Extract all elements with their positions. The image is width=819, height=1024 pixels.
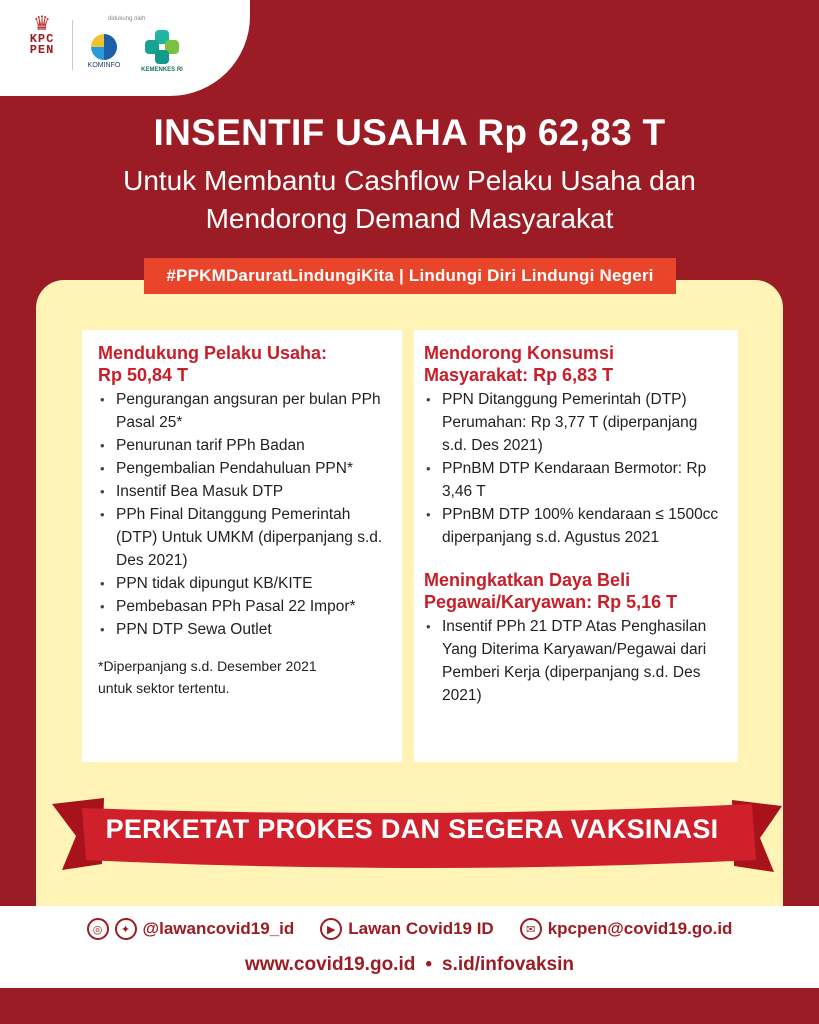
youtube-item[interactable] [320, 918, 493, 940]
footnote-line-1: *Diperpanjang s.d. Desember 2021 [98, 658, 317, 674]
purchasing-power-heading-line-1: Meningkatkan Daya Beli [424, 570, 631, 590]
url-separator: • [425, 954, 432, 975]
business-support-heading [98, 342, 388, 386]
list-item: • PPN tidak dipungut KB/KITE [98, 572, 388, 595]
list-item: • Pengurangan angsuran per bulan PPh Pasal 25* [98, 388, 388, 434]
footnote [98, 655, 388, 699]
list-item: • Insentif Bea Masuk DTP [98, 480, 388, 503]
social-row [0, 918, 819, 940]
business-support-card [82, 330, 402, 762]
purchasing-power-list [424, 615, 724, 707]
kominfo-label: KOMINFO [87, 62, 121, 69]
consumption-card [414, 330, 738, 762]
logo-divider [72, 20, 73, 70]
consumption-list [424, 388, 724, 549]
kominfo-logo [84, 34, 124, 69]
purchasing-power-heading [424, 569, 724, 613]
list-item: • PPnBM DTP Kendaraan Bermotor: Rp 3,46 T [424, 457, 724, 503]
list-item: • Penurunan tarif PPh Badan [98, 434, 388, 457]
hashtag-bar: #PPKMDaruratLindungiKita | Lindungi Diri Lindungi Negeri [144, 258, 676, 294]
bottom-band [0, 988, 819, 1024]
business-support-heading-line-2: Rp 50,84 T [98, 365, 189, 385]
consumption-heading [424, 342, 724, 386]
youtube-channel[interactable]: Lawan Covid19 ID [348, 919, 494, 938]
business-support-heading-line-1: Mendukung Pelaku Usaha: [98, 343, 328, 363]
youtube-icon: ▶ [320, 918, 342, 940]
social-handle[interactable]: @lawancovid19_id [142, 919, 295, 938]
garuda-icon: ♛ [33, 13, 51, 35]
kpc-pen-logo-text: KPC PEN [29, 32, 55, 57]
list-item: • PPnBM DTP 100% kendaraan ≤ 1500cc diperpanjang s.d. Agustus 2021 [424, 503, 724, 549]
footnote-line-2: untuk sektor tertentu. [98, 680, 230, 696]
list-item: • PPN Ditanggung Pemerintah (DTP) Perumahan: Rp 3,77 T (diperpanjang s.d. Des 2021) [424, 388, 724, 457]
business-support-list [98, 388, 388, 641]
kpc-pen-logo [22, 14, 62, 56]
list-item: • PPN DTP Sewa Outlet [98, 618, 388, 641]
subtitle-line-2: Mendorong Demand Masyarakat [205, 203, 614, 234]
subtitle-line-1: Untuk Membantu Cashflow Pelaku Usaha dan [123, 165, 696, 196]
instagram-icon: ◎ [87, 918, 109, 940]
website-link[interactable]: www.covid19.go.id [245, 954, 416, 975]
list-item: • Insentif PPh 21 DTP Atas Penghasilan Yang Diterima Karyawan/Pegawai dari Pemberi Kerja (diperpanjang s.d. Des 2021) [424, 615, 724, 707]
list-item: • Pengembalian Pendahuluan PPN* [98, 457, 388, 480]
kemenkes-logo [138, 30, 186, 73]
consumption-heading-line-1: Mendorong Konsumsi [424, 343, 614, 363]
page-title: INSENTIF USAHA Rp 62,83 T [153, 112, 666, 153]
social-handle-item[interactable] [87, 918, 295, 940]
list-item: • PPh Final Ditanggung Pemerintah (DTP) Untuk UMKM (diperpanjang s.d. Des 2021) [98, 503, 388, 572]
vaccine-info-link[interactable]: s.id/infovaksin [442, 954, 574, 975]
ribbon-text: PERKETAT PROKES DAN SEGERA VAKSINASI [105, 814, 719, 844]
kemenkes-icon [145, 30, 179, 64]
url-row [0, 954, 819, 976]
twitter-icon: ✦ [115, 918, 137, 940]
page-subtitle [0, 162, 819, 238]
email-icon: ✉ [520, 918, 542, 940]
email-address[interactable]: kpcpen@covid19.go.id [547, 919, 733, 938]
supported-by-label: didukung oleh [108, 16, 146, 22]
purchasing-power-heading-line-2: Pegawai/Karyawan: Rp 5,16 T [424, 592, 678, 612]
consumption-heading-line-2: Masyarakat: Rp 6,83 T [424, 365, 614, 385]
logo-panel [0, 0, 250, 96]
email-item[interactable] [520, 918, 733, 940]
kemenkes-label: KEMENKES RI [141, 67, 183, 73]
kominfo-icon [91, 34, 117, 60]
list-item: • Pembebasan PPh Pasal 22 Impor* [98, 595, 388, 618]
